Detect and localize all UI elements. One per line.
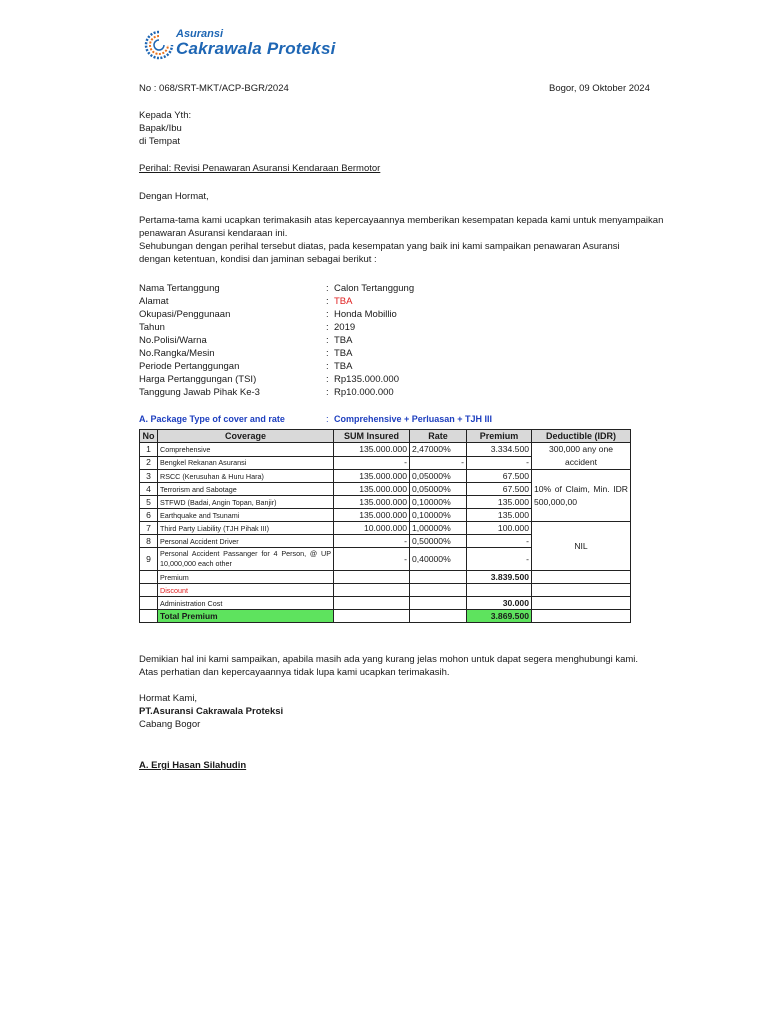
deductible-cell: NIL <box>532 522 631 571</box>
column-header: Deductible (IDR) <box>532 430 631 443</box>
row-sum: 135.000.000 <box>334 483 410 496</box>
row-coverage: STFWD (Badai, Angin Topan, Banjir) <box>158 496 334 509</box>
summary-row <box>140 597 631 610</box>
intro-line: dengan ketentuan, kondisi dan jaminan sebagai berikut : <box>139 254 377 265</box>
row-sum: 10.000.000 <box>334 522 410 535</box>
row-premium: - <box>467 456 532 470</box>
row-coverage: Personal Accident Driver <box>158 535 334 548</box>
field-value: 2019 <box>334 322 356 333</box>
row-premium: 135.000 <box>467 509 532 522</box>
summary-value <box>467 584 532 597</box>
row-sum: 135.000.000 <box>334 496 410 509</box>
deductible-cell: 10% of Claim, Min. IDR 500,000,00 <box>532 470 631 522</box>
row-rate: 0,05000% <box>410 483 467 496</box>
field-label: Harga Pertanggungan (TSI) <box>139 374 257 385</box>
row-premium: - <box>467 548 532 571</box>
intro-line: Pertama-tama kami ucapkan terimakasih atas kepercayaannya memberikan kesempatan kepada kami untuk menyampaikan <box>139 215 664 226</box>
recipient-line: Bapak/Ibu <box>139 123 182 134</box>
package-value: Comprehensive + Perluasan + TJH III <box>334 414 493 424</box>
signatory-name: A. Ergi Hasan Silahudin <box>139 760 247 771</box>
field-label: Okupasi/Penggunaan <box>139 309 231 320</box>
column-header: SUM Insured <box>334 430 410 443</box>
row-rate: 0,50000% <box>410 535 467 548</box>
field-label: Nama Tertanggung <box>139 283 220 294</box>
row-premium: 67.500 <box>467 470 532 483</box>
deductible-cell: 300,000 any one accident <box>532 443 631 470</box>
row-no: 3 <box>140 470 158 483</box>
row-rate: 0,10000% <box>410 496 467 509</box>
row-no: 9 <box>140 548 158 571</box>
row-coverage: RSCC (Kerusuhan & Huru Hara) <box>158 470 334 483</box>
row-coverage: Terrorism and Sabotage <box>158 483 334 496</box>
recipient-line: Kepada Yth: <box>139 110 192 121</box>
logo-swirl-icon <box>142 28 176 62</box>
row-no: 4 <box>140 483 158 496</box>
logo-text-small: Asuransi <box>176 28 224 40</box>
row-coverage: Bengkel Rekanan Asuransi <box>158 456 334 470</box>
branch-name: Cabang Bogor <box>139 719 201 730</box>
row-sum: - <box>334 456 410 470</box>
summary-label: Administration Cost <box>158 597 334 610</box>
greeting: Dengan Hormat, <box>139 191 209 202</box>
table-row <box>140 443 631 457</box>
table-header-row <box>140 430 631 443</box>
field-label: Alamat <box>139 296 169 307</box>
row-coverage: Earthquake and Tsunami <box>158 509 334 522</box>
intro-line: Sehubungan dengan perihal tersebut diatas, pada kesempatan yang baik ini kami sampaikan penawaran Asuransi <box>139 241 620 252</box>
letter-date: Bogor, 09 Oktober 2024 <box>549 83 650 94</box>
field-label: No.Polisi/Warna <box>139 335 207 346</box>
intro-line: penawaran Asuransi kendaraan ini. <box>139 228 288 239</box>
field-value: Calon Tertanggung <box>334 283 415 294</box>
row-rate: 0,40000% <box>410 548 467 571</box>
company-name: PT.Asuransi Cakrawala Proteksi <box>139 706 284 717</box>
salutation: Hormat Kami, <box>139 693 198 704</box>
summary-row <box>140 584 631 597</box>
row-rate: - <box>410 456 467 470</box>
row-no: 6 <box>140 509 158 522</box>
table-row <box>140 522 631 535</box>
table-row <box>140 470 631 483</box>
row-rate: 2,47000% <box>410 443 467 457</box>
column-header: Premium <box>467 430 532 443</box>
row-premium: 67.500 <box>467 483 532 496</box>
row-rate: 1,00000% <box>410 522 467 535</box>
letter-subject: Perihal: Revisi Penawaran Asuransi Kendaraan Bermotor <box>139 163 381 174</box>
row-coverage: Third Party Liability (TJH Pihak III) <box>158 522 334 535</box>
summary-label: Discount <box>158 584 334 597</box>
row-coverage: Personal Accident Passanger for 4 Person, @ UP 10,000,000 each other <box>158 548 334 571</box>
row-sum: - <box>334 535 410 548</box>
row-rate: 0,10000% <box>410 509 467 522</box>
row-no: 5 <box>140 496 158 509</box>
field-label: Periode Pertanggungan <box>139 361 240 372</box>
field-value: TBA <box>334 348 353 359</box>
column-header: Rate <box>410 430 467 443</box>
row-no: 2 <box>140 456 158 470</box>
row-rate: 0,05000% <box>410 470 467 483</box>
summary-label: Premium <box>158 571 334 584</box>
row-premium: 3.334.500 <box>467 443 532 457</box>
row-sum: 135.000.000 <box>334 470 410 483</box>
row-no: 1 <box>140 443 158 457</box>
field-label: Tanggung Jawab Pihak Ke-3 <box>139 387 260 398</box>
field-value: Rp10.000.000 <box>334 387 394 398</box>
field-value: TBA <box>334 335 353 346</box>
row-no: 7 <box>140 522 158 535</box>
column-header: No <box>140 430 158 443</box>
field-value: TBA <box>334 361 353 372</box>
closing-line: Demikian hal ini kami sampaikan, apabila masih ada yang kurang jelas mohon untuk dapat segera menghubungi kami. <box>139 654 639 665</box>
row-sum: - <box>334 548 410 571</box>
company-logo <box>142 24 362 64</box>
field-value: Honda Mobillio <box>334 309 397 320</box>
row-sum: 135.000.000 <box>334 443 410 457</box>
coverage-table <box>139 429 631 623</box>
package-label: A. Package Type of cover and rate <box>139 414 285 424</box>
row-coverage: Comprehensive <box>158 443 334 457</box>
row-premium: 100.000 <box>467 522 532 535</box>
summary-value: 3.839.500 <box>467 571 532 584</box>
field-label: No.Rangka/Mesin <box>139 348 215 359</box>
closing-line: Atas perhatian dan kepercayaannya tidak lupa kami ucapkan terimakasih. <box>139 667 450 678</box>
summary-value: 30.000 <box>467 597 532 610</box>
logo-text-main: Cakrawala Proteksi <box>176 39 336 58</box>
total-row <box>140 610 631 623</box>
row-sum: 135.000.000 <box>334 509 410 522</box>
letter-number: No : 068/SRT-MKT/ACP-BGR/2024 <box>139 83 289 94</box>
row-premium: - <box>467 535 532 548</box>
summary-row <box>140 571 631 584</box>
field-label: Tahun <box>139 322 165 333</box>
field-value: Rp135.000.000 <box>334 374 399 385</box>
total-label: Total Premium <box>158 610 334 623</box>
row-premium: 135.000 <box>467 496 532 509</box>
field-value: TBA <box>334 296 353 307</box>
row-no: 8 <box>140 535 158 548</box>
total-value: 3.869.500 <box>467 610 532 623</box>
column-header: Coverage <box>158 430 334 443</box>
recipient-line: di Tempat <box>139 136 181 147</box>
